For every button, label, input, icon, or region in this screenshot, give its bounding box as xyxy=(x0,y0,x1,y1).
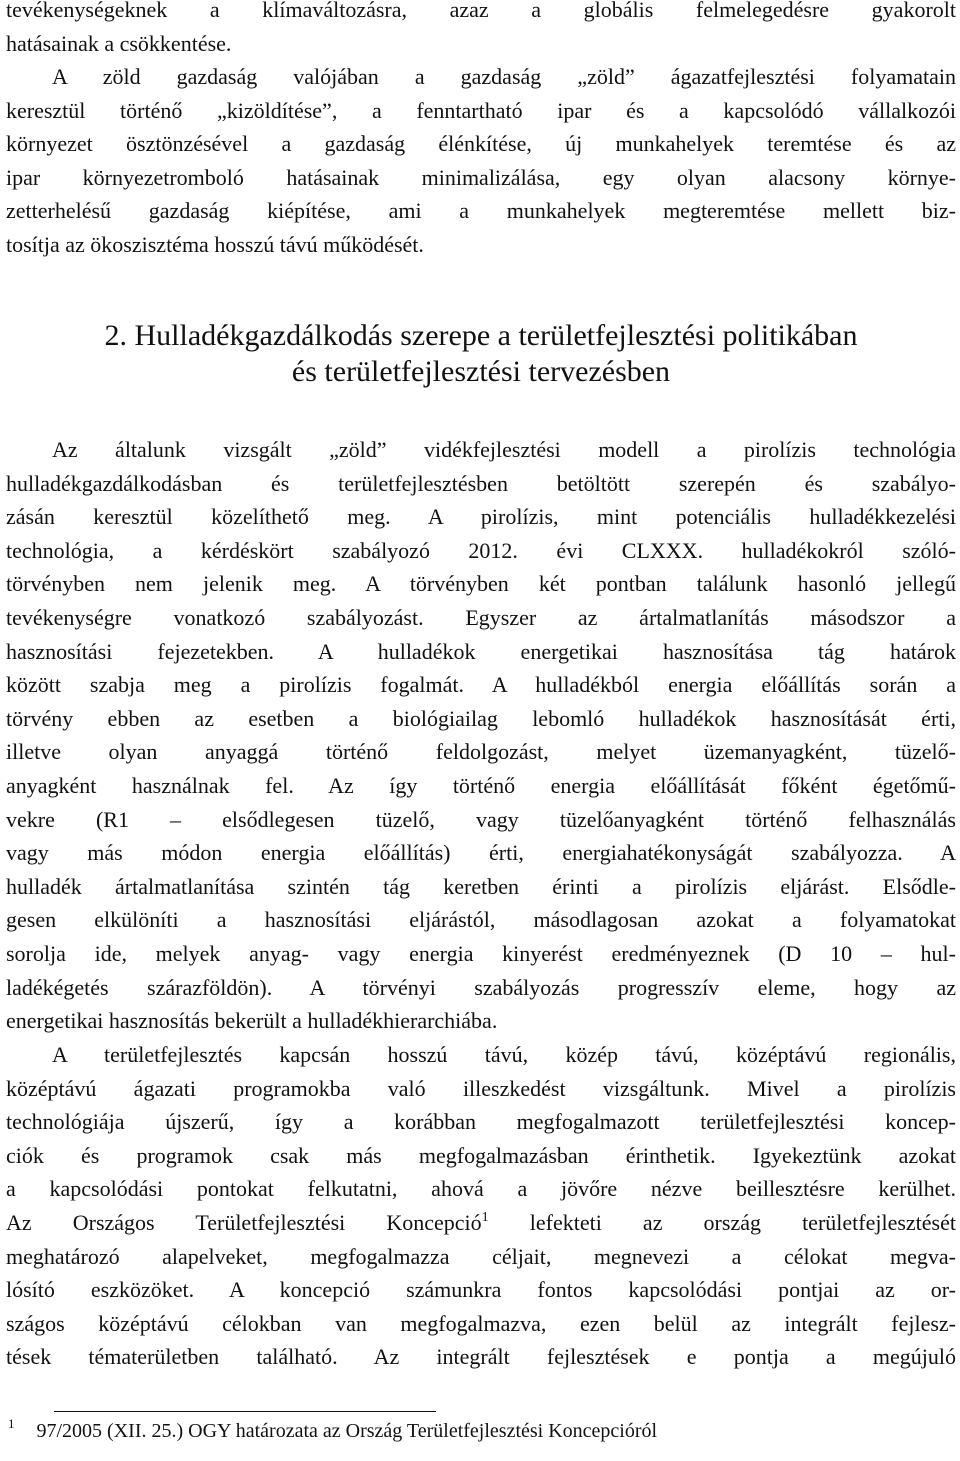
text-line: vagy más módon energia előállítás) érti, energiahatékonyságát szabályozza. A xyxy=(6,840,956,866)
text-line: anyagként használnak fel. Az így történő energia előállítását főként égetőmű- xyxy=(6,772,956,798)
text-line: lósító eszközöket. A koncepció számunkra fontos kapcsolódási pontjai az or- xyxy=(6,1277,956,1303)
text-line: vekre (R1 – elsődlegesen tüzelő, vagy tüzelőanyagként történő felhasználás xyxy=(6,806,956,832)
text-line: Az általunk vizsgált „zöld” vidékfejlesztési modell a pirolízis technológia xyxy=(52,437,956,462)
text-line: hulladék ártalmatlanítása szintén tág keretben érinti a pirolízis eljárást. Elsődle- xyxy=(6,873,956,899)
text-line: zásán keresztül közelíthető meg. A pirolízis, mint potenciális hulladékkezelési xyxy=(6,504,956,530)
heading-line: és területfejlesztési tervezésben xyxy=(291,355,671,388)
heading-line: 2. Hulladékgazdálkodás szerepe a területfejlesztési politikában xyxy=(104,319,858,352)
text-line: tések tématerületben található. Az integrált fejlesztések e pontja a megújuló xyxy=(6,1344,956,1370)
paragraph-green-economy xyxy=(6,60,956,262)
text-line: környezet ösztönzésével a gazdaság élénkítése, új munkahelyek teremtése és az xyxy=(6,131,956,157)
text-line: technológia, a kérdéskört szabályozó 2012. évi CLXXX. hulladékokról szóló- xyxy=(6,537,956,563)
text-line: A területfejlesztés kapcsán hosszú távú, közép távú, középtávú regionális, xyxy=(52,1042,956,1067)
text-line: energetikai hasznosítás bekerült a hulladékhierarchiába. xyxy=(6,1008,498,1034)
text-line: keresztül történő „kizöldítése”, a fenntartható ipar és a kapcsolódó vállalkozói xyxy=(6,97,956,123)
text-line: meghatározó alapelveket, megfogalmazza céljait, megnevezi a célokat megva- xyxy=(6,1243,956,1269)
text-segment: Az Országos Területfejlesztési Koncepció xyxy=(6,1209,482,1235)
footnote-text: 97/2005 (XII. 25.) OGY határozata az Ország Területfejlesztési Koncepcióról xyxy=(36,1420,658,1442)
text-line: törvényben nem jelenik meg. A törvényben két pontban találunk hasonló jellegű xyxy=(6,571,956,597)
text-line: között szabja meg a pirolízis fogalmát. A hulladékból energia előállítás során a xyxy=(6,672,956,698)
text-line: A zöld gazdaság valójában a gazdaság „zöld” ágazatfejlesztési folyamatain xyxy=(52,64,956,89)
text-line: hasznosítási fejezetekben. A hulladékok energetikai hasznosítása tág határok xyxy=(6,638,956,664)
text-segment: lefekteti az ország területfejlesztését xyxy=(488,1209,956,1235)
text-line: tevékenységeknek a klímaváltozásra, azaz a globális felmelegedésre gyakorolt xyxy=(6,0,956,22)
text-line: gesen elkülöníti a hasznosítási eljárástól, másodlagosan azokat a folyamatokat xyxy=(6,907,956,933)
text-line: illetve olyan anyaggá történő feldolgozást, melyet üzemanyagként, tüzelő- xyxy=(6,739,956,765)
footnote-marker: 1 xyxy=(8,1416,15,1431)
text-line: hulladékgazdálkodásban és területfejlesztésben betöltött szerepén és szabályo- xyxy=(6,470,956,496)
text-line: technológiája újszerű, így a korábban megfogalmazott területfejlesztési koncep- xyxy=(6,1109,956,1135)
text-line: ipar környezetromboló hatásainak minimalizálása, egy olyan alacsony környe- xyxy=(6,164,956,190)
text-line-with-footnote xyxy=(6,1206,956,1240)
paragraph-regional xyxy=(6,1038,956,1374)
section-heading xyxy=(6,318,956,390)
text-line: középtávú ágazati programokba való illeszkedést vizsgáltunk. Mivel a pirolízis xyxy=(6,1075,956,1101)
paragraph-model xyxy=(6,433,956,1038)
text-line: szágos középtávú célokban van megfogalmazva, ezen belül az integrált fejlesz- xyxy=(6,1310,956,1336)
text-line: tevékenységre vonatkozó szabályozást. Egyszer az ártalmatlanítás másodszor a xyxy=(6,604,956,630)
paragraph-intro xyxy=(6,0,956,60)
footnote-separator xyxy=(54,1411,436,1412)
text-line: a kapcsolódási pontokat felkutatni, ahová a jövőre nézve beillesztésre kerülhet. xyxy=(6,1176,956,1202)
footnote-reference[interactable]: 1 xyxy=(481,1209,489,1225)
text-line: ladékégetés szárazföldön). A törvényi szabályozás progresszív eleme, hogy az xyxy=(6,974,956,1000)
text-line: ciók és programok csak más megfogalmazásban érinthetik. Igyekeztünk azokat xyxy=(6,1142,956,1168)
text-line: hatásainak a csökkentése. xyxy=(6,30,232,56)
text-line: törvény ebben az esetben a biológiailag lebomló hulladékok hasznosítását érti, xyxy=(6,705,956,731)
text-line: sorolja ide, melyek anyag- vagy energia kinyerést eredményeznek (D 10 – hul- xyxy=(6,940,956,966)
footnote xyxy=(8,1418,657,1444)
text-line: zetterhelésű gazdaság kiépítése, ami a munkahelyek megteremtése mellett biz- xyxy=(6,198,956,224)
text-line: tosítja az ökoszisztéma hosszú távú működését. xyxy=(6,231,424,257)
